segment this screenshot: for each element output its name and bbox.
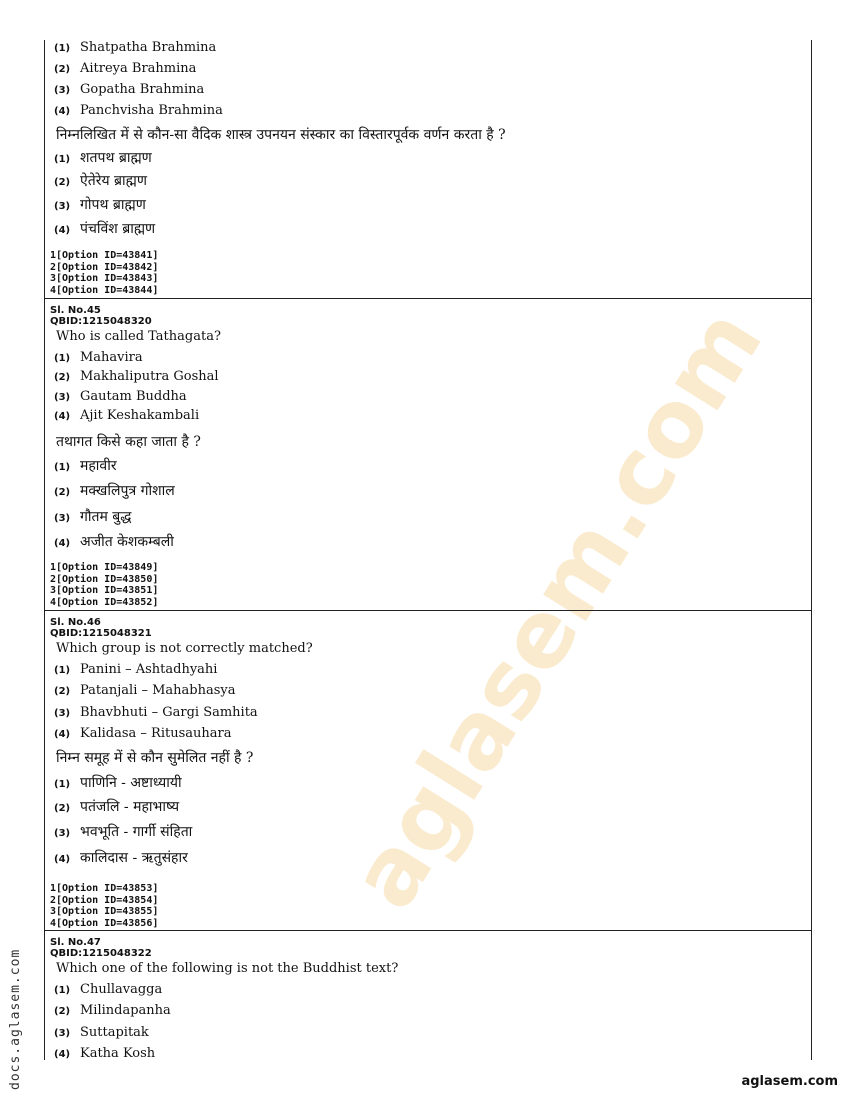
- option-hi-3: (3) गोपथ ब्राह्मण: [54, 197, 146, 213]
- option-en-4: (4) Kalidasa – Ritusauhara: [54, 726, 232, 741]
- serial-number: Sl. No.46: [50, 617, 101, 628]
- option-hi-2: (2) ऐतेरेय ब्राह्मण: [54, 173, 147, 189]
- option-id: 2[Option ID=43854]: [50, 894, 159, 906]
- option-en-1: (1) Mahavira: [54, 350, 143, 365]
- option-id: 3[Option ID=43851]: [50, 585, 159, 596]
- option-en-1: (1) Chullavagga: [54, 982, 163, 997]
- option-id: 3[Option ID=43855]: [50, 906, 159, 917]
- option-id-list: [50, 250, 158, 296]
- serial-number: Sl. No.47: [50, 937, 101, 948]
- option-hi-3: (3) भवभूति - गार्गी संहिता: [54, 824, 193, 840]
- option-id: 2[Option ID=43850]: [50, 573, 159, 585]
- question-paper: [44, 40, 812, 1060]
- option-id: 4[Option ID=43856]: [50, 917, 159, 929]
- serial-number: Sl. No.45: [50, 305, 101, 316]
- option-en-3: (3) Gautam Buddha: [54, 389, 187, 404]
- watermark: aglasem.com: [330, 290, 783, 927]
- option-id: 4[Option ID=43852]: [50, 596, 159, 608]
- question-text-hindi: तथागत किसे कहा जाता है ?: [56, 434, 201, 450]
- option-hi-4: (4) कालिदास - ऋतुसंहार: [54, 850, 188, 866]
- option-en-3: (3) Gopatha Brahmina: [54, 82, 205, 97]
- option-en-2: (2) Patanjali – Mahabhasya: [54, 683, 236, 698]
- option-hi-3: (3) गौतम बुद्ध: [54, 509, 132, 525]
- option-hi-1: (1) पाणिनि - अष्टाध्यायी: [54, 775, 182, 791]
- question-text-hindi: निम्नलिखित में से कौन-सा वैदिक शास्त्र उपनयन संस्कार का विस्तारपूर्वक वर्णन करता है ?: [56, 127, 506, 143]
- option-en-4: (4) Katha Kosh: [54, 1046, 156, 1061]
- option-en-4: (4) Ajit Keshakambali: [54, 408, 200, 423]
- question-text: Who is called Tathagata?: [56, 329, 221, 344]
- option-en-1: (1) Panini – Ashtadhyahi: [54, 662, 218, 677]
- option-id-list: [50, 562, 158, 608]
- option-id: 2[Option ID=43842]: [50, 261, 159, 273]
- option-id: 1[Option ID=43841]: [50, 250, 159, 261]
- option-en-3: (3) Suttapitak: [54, 1025, 149, 1040]
- option-id: 3[Option ID=43843]: [50, 273, 159, 284]
- option-id-list: [50, 883, 158, 929]
- option-en-4: (4) Panchvisha Brahmina: [54, 103, 223, 118]
- qbid: QBID:1215048322: [50, 948, 152, 959]
- option-hi-4: (4) अजीत केशकम्बली: [54, 534, 174, 550]
- question-text: Which group is not correctly matched?: [56, 641, 313, 656]
- question-46: [45, 610, 811, 929]
- option-id: 1[Option ID=43853]: [50, 883, 159, 894]
- side-url: docs.aglasem.com: [8, 948, 23, 1090]
- qbid: QBID:1215048321: [50, 628, 152, 639]
- option-en-2: (2) Milindapanha: [54, 1003, 171, 1018]
- option-en-2: (2) Aitreya Brahmina: [54, 61, 197, 76]
- footer-brand: aglasem.com: [741, 1074, 838, 1089]
- option-hi-1: (1) महावीर: [54, 458, 117, 474]
- qbid: QBID:1215048320: [50, 316, 152, 327]
- question-text-hindi: निम्न समूह में से कौन सुमेलित नहीं है ?: [56, 750, 254, 766]
- option-id: 4[Option ID=43844]: [50, 284, 159, 296]
- question-45: [45, 298, 811, 608]
- option-en-1: (1) Shatpatha Brahmina: [54, 40, 217, 55]
- option-en-3: (3) Bhavbhuti – Gargi Samhita: [54, 705, 258, 720]
- question-47: [45, 930, 811, 1061]
- question-text: Which one of the following is not the Buddhist text?: [56, 961, 399, 976]
- option-id: 1[Option ID=43849]: [50, 562, 159, 573]
- option-hi-4: (4) पंचविंश ब्राह्मण: [54, 221, 156, 237]
- option-en-2: (2) Makhaliputra Goshal: [54, 369, 219, 384]
- option-hi-2: (2) मक्खलिपुत्र गोशाल: [54, 483, 175, 499]
- option-hi-1: (1) शतपथ ब्राह्मण: [54, 150, 152, 166]
- option-hi-2: (2) पतंजलि - महाभाष्य: [54, 799, 180, 815]
